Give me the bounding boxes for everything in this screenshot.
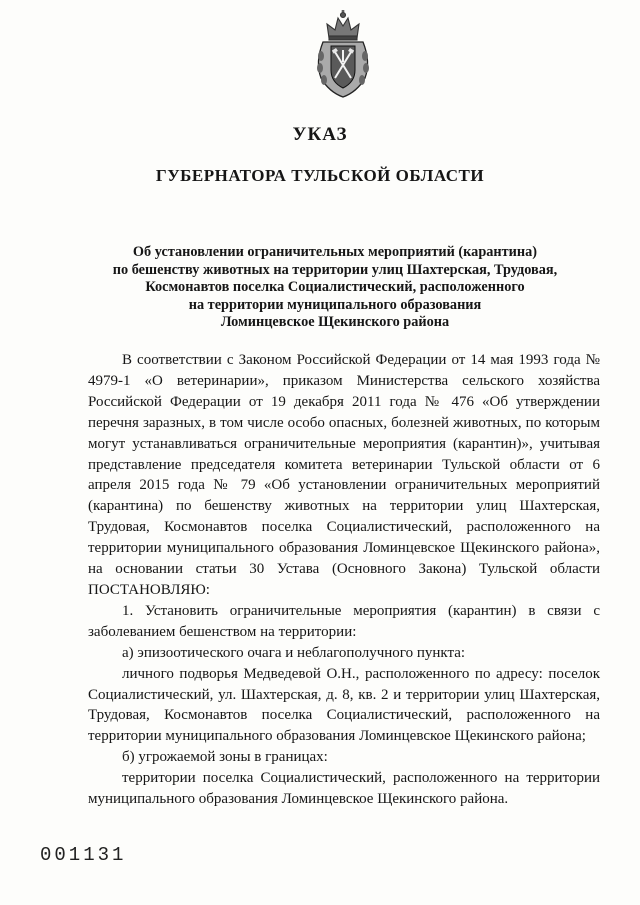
clause-1b-paragraph: б) угрожаемой зоны в границах: (122, 749, 328, 766)
tula-coat-of-arms-icon (307, 8, 379, 100)
document-serial-number: 001131 (40, 844, 127, 866)
outbreak-address-paragraph: личного подворья Медведевой О.Н., расположенного по адресу: поселок Социалистический, ул. Шахтерская, д. 8, кв. 2 и территории улиц Шахтерская, Трудовая, Космонавтов поселка Социалистический, расположенного на территории муниципального образования Ломинцевское Щекинского района; (88, 665, 600, 745)
clause-1-paragraph: 1. Установить ограничительные мероприятия (карантин) в связи с заболеванием бешенством на территории: (88, 602, 600, 640)
issuer-title: ГУБЕРНАТОРА ТУЛЬСКОЙ ОБЛАСТИ (155, 166, 485, 185)
subject-line: Об установлении ограничительных мероприятий (карантина) (132, 244, 538, 260)
subject-line: на территории муниципального образования (188, 296, 482, 313)
threatened-zone-paragraph: территории поселка Социалистический, расположенного на территории муниципального образования Ломинцевское Щекинского района. (88, 770, 600, 808)
clause-1a-paragraph: а) эпизоотического очага и неблагополучного пункта: (122, 644, 466, 661)
document-subject (60, 244, 610, 332)
document-body (88, 350, 600, 810)
subject-line: по бешенству животных на территории улиц Шахтерская, Трудовая, (112, 261, 558, 278)
subject-line: Ломинцевское Щекинского района (220, 314, 450, 330)
subject-line: Космонавтов поселка Социалистический, расположенного (145, 279, 525, 295)
preamble-paragraph: В соответствии с Законом Российской Федерации от 14 мая 1993 года № 4979-1 «О ветеринарии», приказом Министерства сельского хозяйства Российской Федерации от 19 декабря 2011 года № 476 «Об утверждении перечня заразных, в том числе особо опасных, болезней животных, по которым могут устанавливаться ограничительные мероприятия (карантин)», учитывая представление председателя комитета ветеринарии Тульской области от 6 апреля 2015 года № 79 «Об установлении ограничительных мероприятий (карантина) по бешенству животных на территории улиц Шахтерская, Трудовая, Космонавтов поселка Социалистический, расположенного на территории муниципального образования Ломинцевское Щекинского района», на основании статьи 30 Устава (Основного Закона) Тульской области ПОСТАНОВЛЯЮ: (88, 352, 600, 598)
document-type-title: УКАЗ (292, 124, 348, 145)
